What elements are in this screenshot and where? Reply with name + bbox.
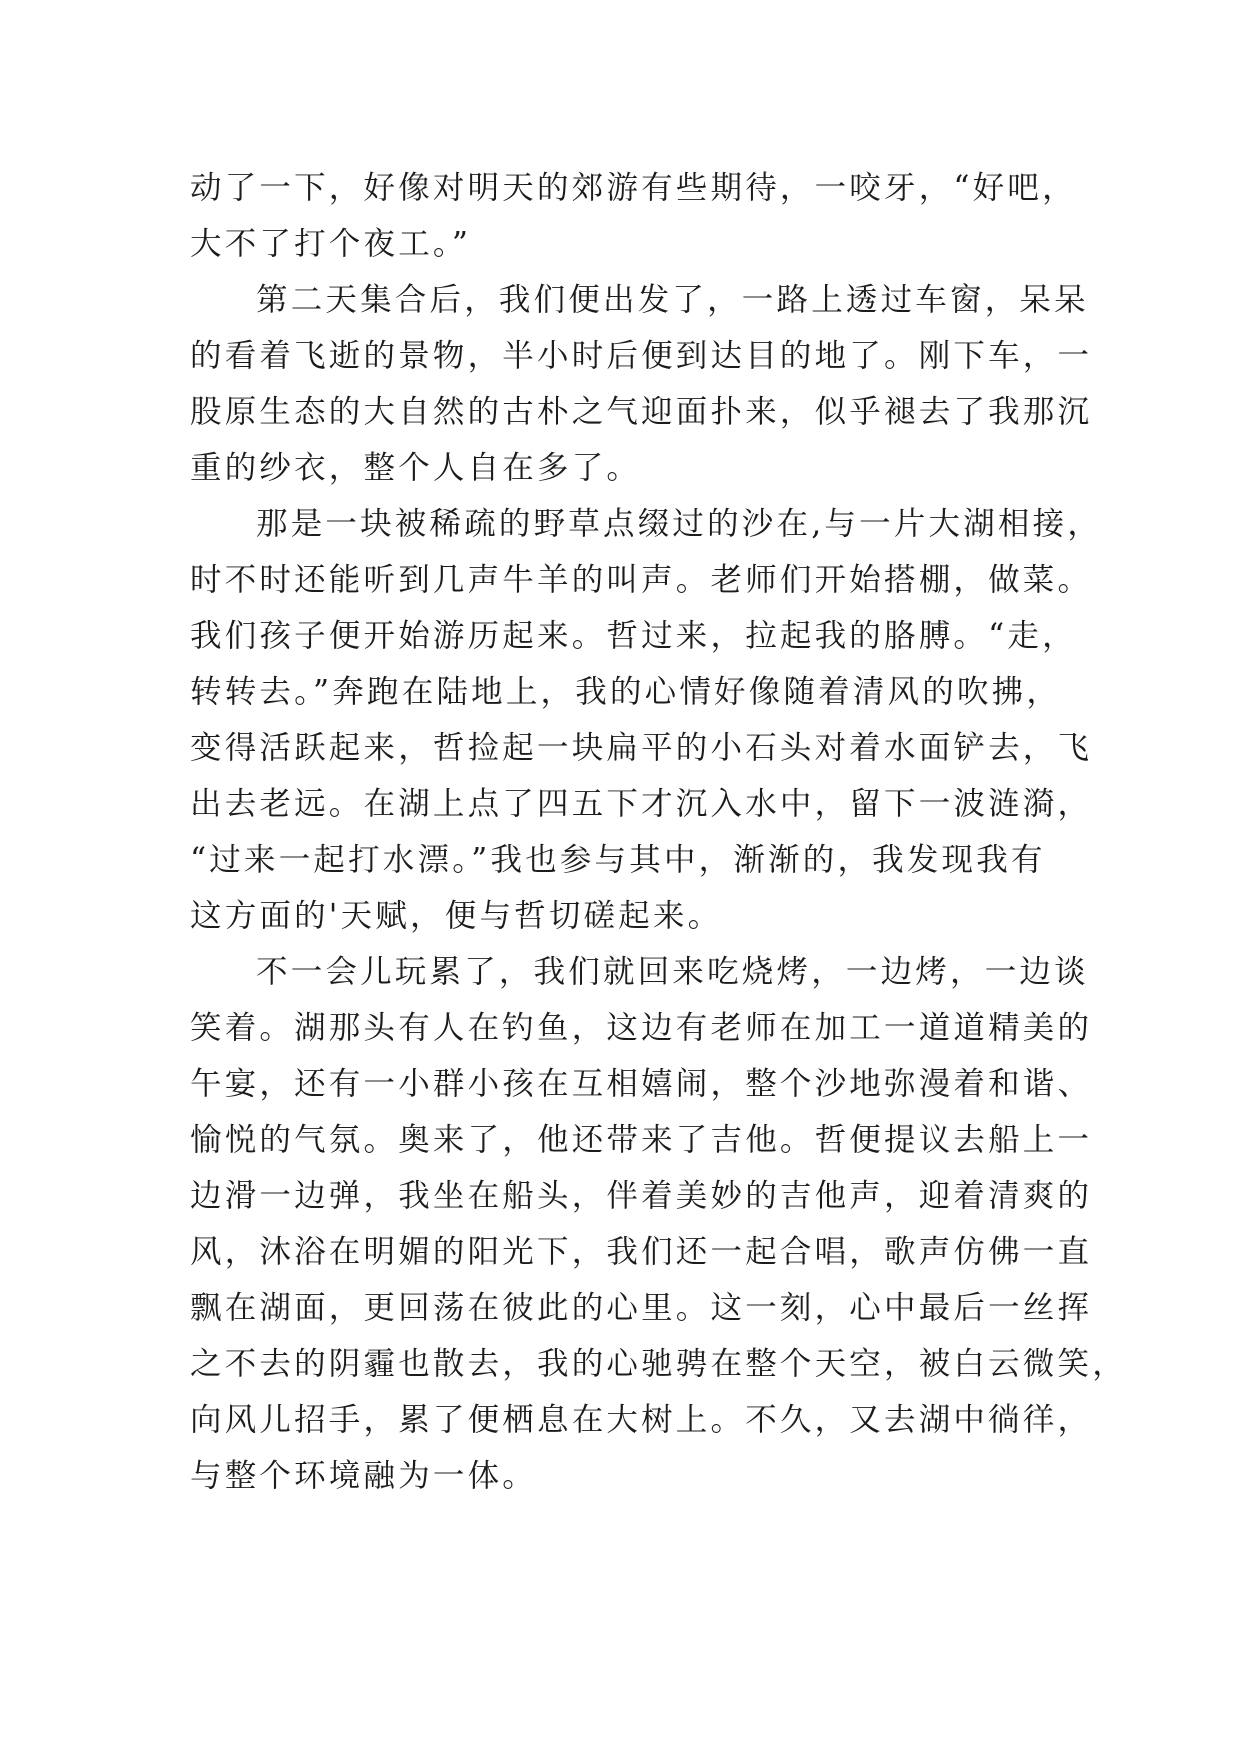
text-line: 重的纱衣，整个人自在多了。 bbox=[190, 450, 642, 486]
text-line: 愉悦的气氛。奥来了，他还带来了吉他。哲便提议去船上一 bbox=[190, 1122, 1093, 1158]
text-line: 边滑一边弹，我坐在船头，伴着美妙的吉他声，迎着清爽的 bbox=[190, 1178, 1093, 1214]
text-line: 的看着飞逝的景物，半小时后便到达目的地了。刚下车，一 bbox=[190, 338, 1093, 374]
text-line: 风，沐浴在明媚的阳光下，我们还一起合唱，歌声仿佛一直 bbox=[190, 1234, 1093, 1270]
text-line: 那是一块被稀疏的野草点缀过的沙在,与一片大湖相接， bbox=[256, 506, 1103, 542]
text-line: 时不时还能听到几声牛羊的叫声。老师们开始搭棚，做菜。 bbox=[190, 562, 1093, 598]
paragraph bbox=[190, 944, 1127, 1504]
paragraph bbox=[190, 272, 1093, 496]
text-line: 笑着。湖那头有人在钓鱼，这边有老师在加工一道道精美的 bbox=[190, 1010, 1093, 1046]
text-line: 与整个环境融为一体。 bbox=[190, 1458, 538, 1494]
text-line: 转转去。”奔跑在陆地上，我的心情好像随着清风的吹拂， bbox=[190, 674, 1062, 710]
text-line: 大不了打个夜工。” bbox=[190, 226, 472, 262]
text-line: 股原生态的大自然的古朴之气迎面扑来，似乎褪去了我那沉 bbox=[190, 394, 1093, 430]
text-line: 出去老远。在湖上点了四五下才沉入水中，留下一波涟漪， bbox=[190, 786, 1093, 822]
text-line: 之不去的阴霾也散去，我的心驰骋在整个天空，被白云微笑， bbox=[190, 1346, 1127, 1382]
text-line: 这方面的'天赋，便与哲切磋起来。 bbox=[190, 898, 723, 934]
text-line: “过来一起打水漂。”我也参与其中，渐渐的，我发现我有 bbox=[190, 842, 1046, 878]
paragraph bbox=[190, 496, 1103, 944]
text-line: 不一会儿玩累了，我们就回来吃烧烤，一边烤，一边谈 bbox=[256, 954, 1089, 990]
text-line: 动了一下，好像对明天的郊游有些期待，一咬牙，“好吧， bbox=[190, 170, 1077, 206]
text-line: 飘在湖面，更回荡在彼此的心里。这一刻，心中最后一丝挥 bbox=[190, 1290, 1093, 1326]
text-line: 我们孩子便开始游历起来。哲过来，拉起我的胳膊。“走， bbox=[190, 618, 1077, 654]
text-line: 第二天集合后，我们便出发了，一路上透过车窗，呆呆 bbox=[256, 282, 1089, 318]
document-body bbox=[190, 160, 1127, 1504]
text-line: 向风儿招手，累了便栖息在大树上。不久，又去湖中徜徉， bbox=[190, 1402, 1093, 1438]
text-line: 变得活跃起来，哲捡起一块扁平的小石头对着水面铲去，飞 bbox=[190, 730, 1093, 766]
text-line: 午宴，还有一小群小孩在互相嬉闹，整个沙地弥漫着和谐、 bbox=[190, 1066, 1093, 1102]
paragraph bbox=[190, 160, 1077, 272]
